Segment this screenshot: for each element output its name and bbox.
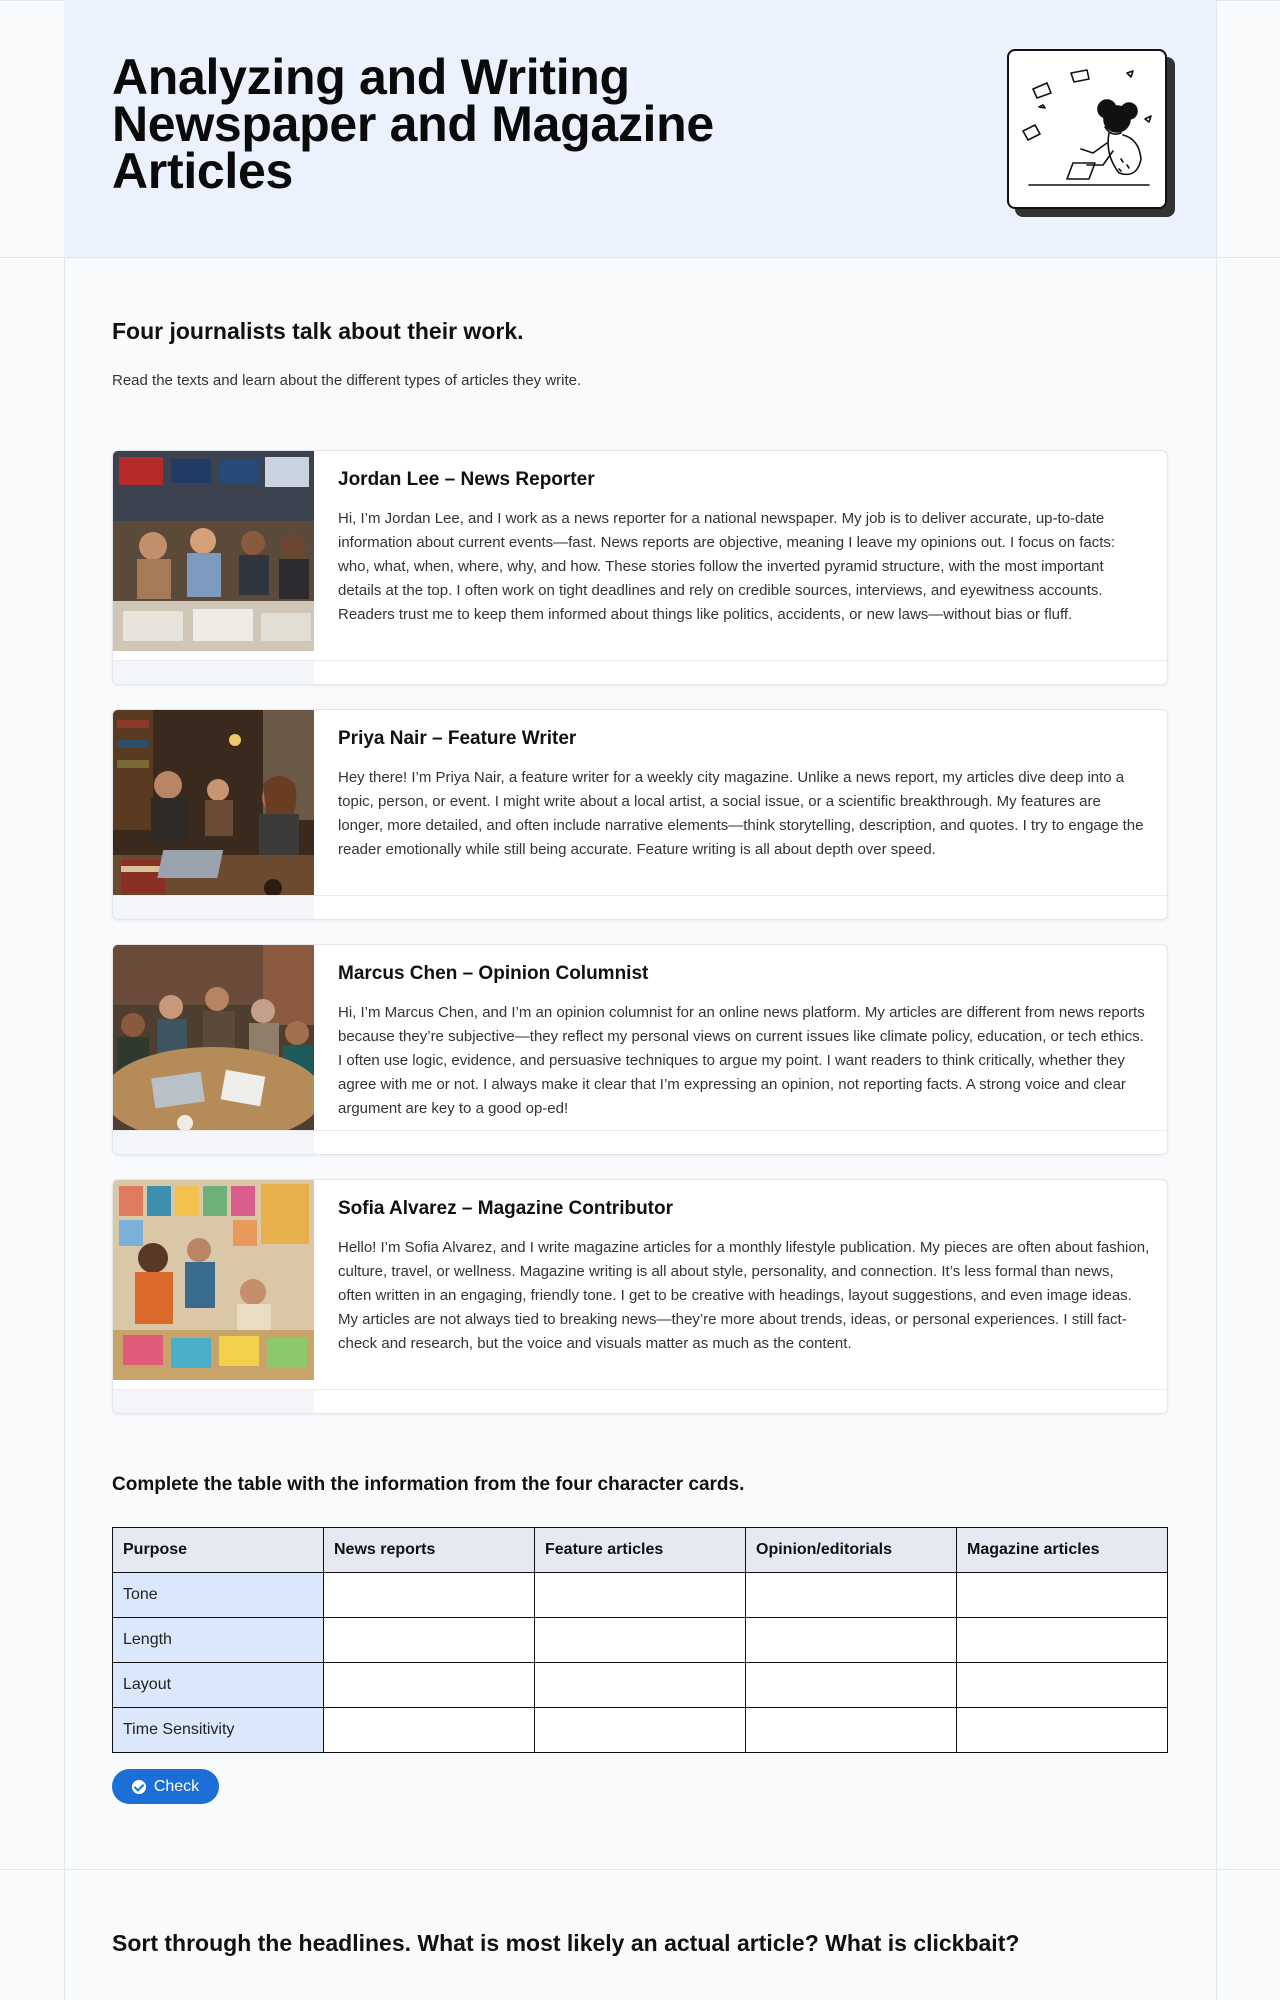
- row-header: Length: [113, 1618, 324, 1663]
- answer-cell[interactable]: [535, 1663, 746, 1708]
- character-card-jordan: [112, 450, 1168, 685]
- table-instructions: Complete the table with the information from the four character cards.: [112, 1474, 745, 1495]
- answer-cell[interactable]: [324, 1663, 535, 1708]
- card-body: Hello! I’m Sofia Alvarez, and I write magazine articles for a monthly lifestyle publication. My pieces are often about fashion, culture, travel, or wellness. Magazine writing is all about style, personality, and connection. It’s less formal than news, often written in an engaging, friendly tone. I get to be creative with headings, layout suggestions, and even image ideas. My articles are not always tied to breaking news—they’re more about trends, ideas, or personal experiences. I still fact-check and research, but the voice and visuals matter as much as the content.: [338, 1239, 1150, 1352]
- table-row: [113, 1663, 1168, 1708]
- layout-guide: [1216, 0, 1217, 2000]
- intro-heading: Four journalists talk about their work.: [112, 318, 524, 344]
- answer-cell[interactable]: [324, 1573, 535, 1618]
- card-body: Hi, I’m Marcus Chen, and I’m an opinion columnist for an online news platform. My articles are different from news reports because they’re subjective—they reflect my personal views on current issues like climate policy, education, or tech ethics. I often use logic, evidence, and persuasive techniques to argue my point. I want readers to think critically, whether they agree with me or not. I always make it clear that I’m expressing an opinion, not reporting facts. A strong voice and clear argument are key to a good op-ed!: [338, 1004, 1145, 1117]
- column-header: Opinion/editorials: [746, 1528, 957, 1573]
- intro-subtitle: Read the texts and learn about the different types of articles they write.: [112, 372, 582, 389]
- answer-cell[interactable]: [535, 1708, 746, 1753]
- card-footer: [113, 1389, 1168, 1413]
- layout-guide: [64, 0, 65, 2000]
- library-cafe-photo: [113, 710, 314, 910]
- answer-cell[interactable]: [746, 1618, 957, 1663]
- check-button-label: Check: [153, 1777, 200, 1795]
- answer-cell[interactable]: [324, 1708, 535, 1753]
- card-body: Hey there! I’m Priya Nair, a feature writer for a weekly city magazine. Unlike a news report, my articles dive deep into a topic, person, or event. I might write about a local artist, a social issue, or a scientific breakthrough. My features are longer, more detailed, and often include narrative elements—think storytelling, description, and quotes. I try to engage the reader emotionally while still being accurate. Feature writing is all about depth over speed.: [338, 769, 1144, 858]
- table-row: [113, 1708, 1168, 1753]
- answer-cell[interactable]: [535, 1573, 746, 1618]
- character-card-sofia: [112, 1179, 1168, 1414]
- answer-cell[interactable]: [324, 1618, 535, 1663]
- group-discussion-photo: [113, 945, 314, 1145]
- card-title: Jordan Lee – News Reporter: [338, 469, 595, 490]
- newsroom-photo: [113, 451, 314, 651]
- answer-cell[interactable]: [957, 1618, 1168, 1663]
- page-title: Analyzing and Writing Newspaper and Magazine Articles: [112, 49, 714, 199]
- layout-guide: [0, 257, 1280, 258]
- card-title: Priya Nair – Feature Writer: [338, 728, 577, 749]
- layout-guide: [0, 1869, 1280, 1870]
- column-header: Magazine articles: [957, 1528, 1168, 1573]
- hero-banner: [64, 0, 1216, 257]
- article-types-table: [112, 1527, 1168, 1753]
- answer-cell[interactable]: [535, 1618, 746, 1663]
- check-button[interactable]: [112, 1769, 219, 1804]
- card-title: Sofia Alvarez – Magazine Contributor: [338, 1198, 674, 1219]
- table-header-row: [113, 1528, 1168, 1573]
- card-title: Marcus Chen – Opinion Columnist: [338, 963, 649, 984]
- magazine-studio-photo: [113, 1180, 314, 1380]
- character-card-priya: [112, 709, 1168, 920]
- sort-section-heading: Sort through the headlines. What is most likely an actual article? What is clickbait?: [112, 1930, 1020, 1956]
- table-row: [113, 1573, 1168, 1618]
- answer-cell[interactable]: [957, 1663, 1168, 1708]
- column-header: News reports: [324, 1528, 535, 1573]
- card-footer: [113, 1130, 1168, 1154]
- row-header: Time Sensitivity: [113, 1708, 324, 1753]
- check-circle-icon: [132, 1780, 146, 1794]
- answer-cell[interactable]: [746, 1708, 957, 1753]
- answer-cell[interactable]: [746, 1573, 957, 1618]
- row-header: Tone: [113, 1573, 324, 1618]
- person-writing-illustration: [1007, 49, 1167, 209]
- answer-cell[interactable]: [957, 1708, 1168, 1753]
- column-header: Feature articles: [535, 1528, 746, 1573]
- table-row: [113, 1618, 1168, 1663]
- answer-cell[interactable]: [957, 1573, 1168, 1618]
- answer-cell[interactable]: [746, 1663, 957, 1708]
- card-footer: [113, 660, 1168, 684]
- column-header: Purpose: [113, 1528, 324, 1573]
- row-header: Layout: [113, 1663, 324, 1708]
- card-body: Hi, I’m Jordan Lee, and I work as a news reporter for a national newspaper. My job is to deliver accurate, up-to-date information about current events—fast. News reports are objective, meaning I leave my opinions out. I focus on facts: who, what, when, where, why, and how. These stories follow the inverted pyramid structure, with the most important details at the top. I often work on tight deadlines and rely on credible sources, interviews, and eyewitness accounts. Readers trust me to keep them informed about things like politics, accidents, or new laws—without bias or fluff.: [338, 510, 1116, 623]
- card-footer: [113, 895, 1168, 919]
- character-card-marcus: [112, 944, 1168, 1155]
